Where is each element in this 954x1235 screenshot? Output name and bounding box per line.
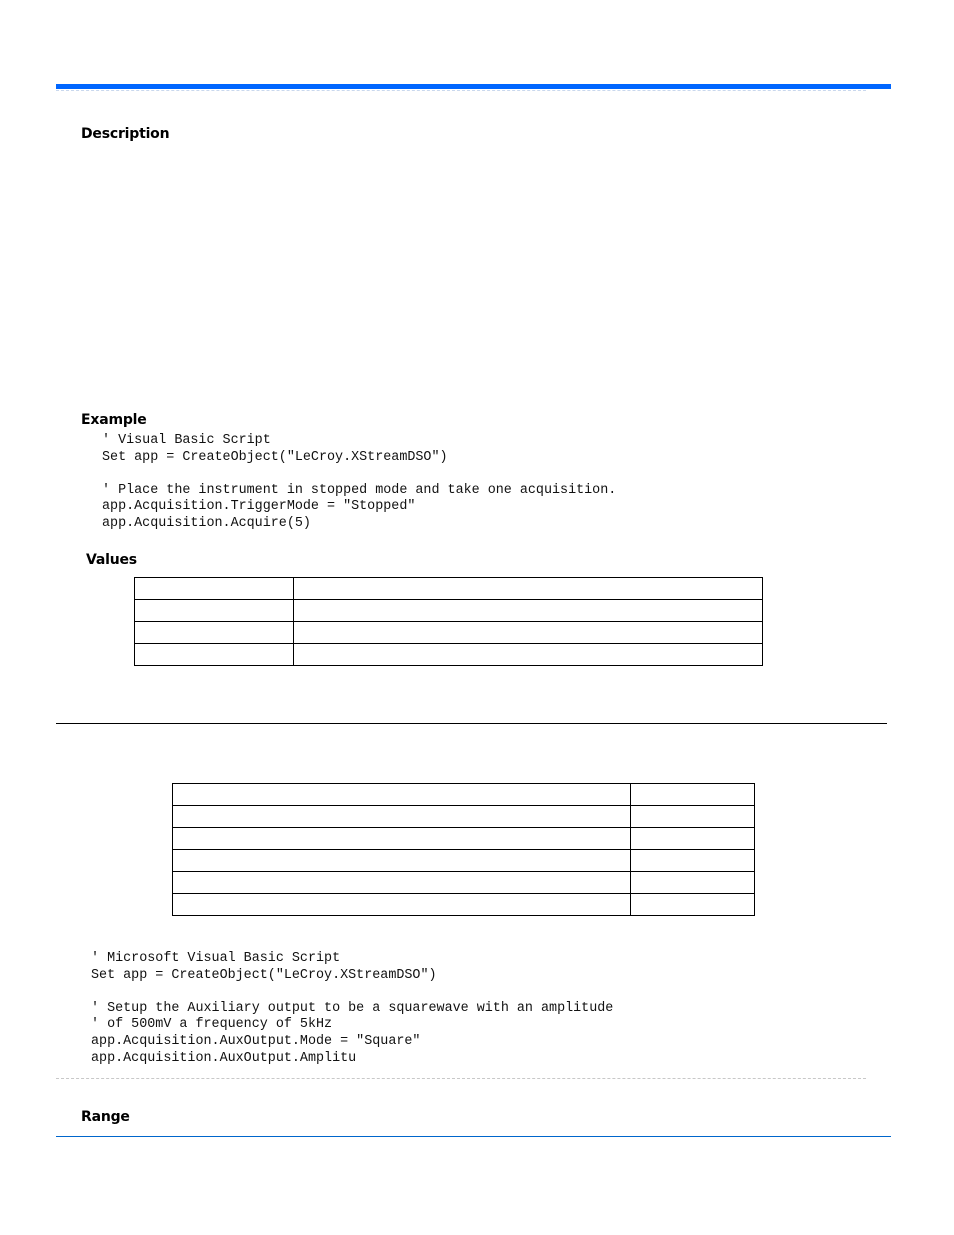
example-code-block	[102, 433, 616, 533]
second_code-line: Set app = CreateObject("LeCroy.XStreamDSO")	[91, 967, 437, 983]
table-cell	[631, 894, 755, 916]
table-cell	[173, 894, 631, 916]
footer-rule	[56, 1136, 891, 1137]
table-cell	[173, 828, 631, 850]
table-cell	[135, 578, 294, 600]
header-dashed-line	[56, 90, 866, 91]
table-cell	[631, 806, 755, 828]
second_code-line: app.Acquisition.AuxOutput.Mode = "Square"	[91, 1033, 421, 1049]
table-cell	[631, 784, 755, 806]
values-heading: Values	[86, 552, 137, 568]
table-cell	[173, 784, 631, 806]
table-cell	[631, 850, 755, 872]
second_code-line: app.Acquisition.AuxOutput.Amplitu	[91, 1050, 357, 1066]
second-table	[172, 783, 755, 916]
range-heading: Range	[81, 1109, 130, 1125]
header-accent-bar	[56, 84, 891, 89]
description-heading: Description	[81, 126, 170, 142]
table-row	[135, 578, 763, 600]
table-row	[135, 600, 763, 622]
example_code-line: ' Place the instrument in stopped mode and take one acquisition.	[102, 482, 617, 498]
table-row	[173, 894, 755, 916]
table-row	[135, 644, 763, 666]
table-row	[173, 850, 755, 872]
table-cell	[135, 622, 294, 644]
example-heading: Example	[81, 412, 147, 428]
table-cell	[293, 578, 762, 600]
dashed-divider	[56, 1078, 866, 1079]
table-cell	[631, 872, 755, 894]
table-cell	[631, 828, 755, 850]
second_code-line: ' of 500mV a frequency of 5kHz	[91, 1017, 333, 1033]
auxoutput-code-block	[91, 951, 613, 1067]
example_code-line: ' Visual Basic Script	[102, 433, 271, 448]
table-cell	[293, 644, 762, 666]
table-cell	[173, 850, 631, 872]
second_code-line: ' Microsoft Visual Basic Script	[91, 951, 341, 966]
table-row	[173, 784, 755, 806]
example_code-line: app.Acquisition.TriggerMode = "Stopped"	[102, 499, 416, 515]
section-divider	[56, 723, 887, 724]
table-row	[173, 872, 755, 894]
table-cell	[173, 872, 631, 894]
second_code-line: ' Setup the Auxiliary output to be a squarewave with an amplitude	[91, 1000, 614, 1016]
table-cell	[293, 622, 762, 644]
example_code-line: Set app = CreateObject("LeCroy.XStreamDSO")	[102, 449, 448, 465]
table-cell	[293, 600, 762, 622]
example_code-line: app.Acquisition.Acquire(5)	[102, 515, 311, 531]
table-cell	[135, 644, 294, 666]
table-cell	[135, 600, 294, 622]
table-row	[173, 806, 755, 828]
table-cell	[173, 806, 631, 828]
table-row	[135, 622, 763, 644]
table-row	[173, 828, 755, 850]
values-table	[134, 577, 763, 666]
